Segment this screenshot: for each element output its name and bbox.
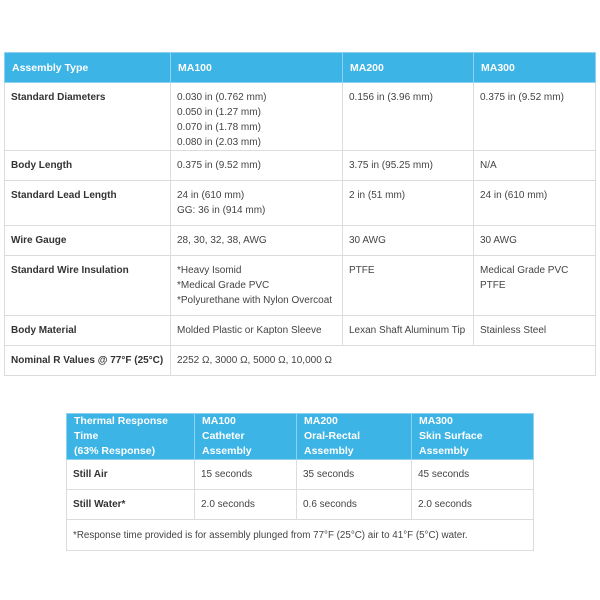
cell-ma200 [343, 226, 474, 256]
header-line: Skin Surface Assembly [419, 430, 483, 457]
cell-line: 0.030 in (0.762 mm) [177, 92, 267, 103]
cell-line: GG: 36 in (914 mm) [177, 205, 266, 216]
table-row [5, 256, 596, 316]
cell-ma200: 35 seconds [297, 460, 412, 490]
header-assembly-type: Assembly Type [5, 53, 171, 83]
cell-line: 0.050 in (1.27 mm) [177, 107, 261, 118]
cell-line: 0.080 in (2.03 mm) [177, 137, 261, 148]
thermal-response-table [66, 413, 534, 551]
table-row [5, 226, 596, 256]
row-label: Body Material [5, 316, 171, 346]
cell-line: 0.156 in (3.96 mm) [349, 92, 433, 103]
cell-ma300: 45 seconds [412, 460, 534, 490]
cell-merged: 2252 Ω, 3000 Ω, 5000 Ω, 10,000 Ω [171, 346, 596, 376]
header-ma200: MA200 [343, 53, 474, 83]
cell-ma200: 0.6 seconds [297, 490, 412, 520]
header-line: MA300 [419, 415, 453, 427]
table-row [5, 316, 596, 346]
cell-line: Medical Grade PVC PTFE [480, 265, 569, 291]
row-label: Standard Lead Length [5, 181, 171, 226]
cell-ma300: 2.0 seconds [412, 490, 534, 520]
cell-line: 24 in (610 mm) [177, 190, 245, 201]
row-label: Still Air [67, 460, 195, 490]
cell-line: *Heavy Isomid [177, 265, 242, 276]
header-line: MA200 [304, 415, 338, 427]
cell-ma100 [171, 256, 343, 316]
footnote: *Response time provided is for assembly plunged from 77°F (25°C) air to 41°F (5°C) water. [67, 520, 534, 551]
table-header-row [67, 414, 534, 460]
cell-ma300 [474, 83, 596, 151]
cell-ma100 [171, 151, 343, 181]
cell-line: 30 AWG [349, 235, 386, 246]
cell-line: *Polyurethane with Nylon Overcoat [177, 295, 333, 306]
cell-ma200 [343, 181, 474, 226]
cell-line: 0.070 in (1.78 mm) [177, 122, 261, 133]
table-row [5, 83, 596, 151]
header-line: (63% Response) [74, 445, 156, 457]
header-line: Oral-Rectal Assembly [304, 430, 361, 457]
header-ma100: MA100 [171, 53, 343, 83]
cell-line: N/A [480, 160, 497, 171]
footnote-row [67, 520, 534, 551]
row-label: Standard Wire Insulation [5, 256, 171, 316]
table-row [67, 490, 534, 520]
cell-line: PTFE [349, 265, 375, 276]
cell-ma200 [343, 83, 474, 151]
cell-ma300 [474, 151, 596, 181]
table-row [5, 181, 596, 226]
cell-ma300 [474, 316, 596, 346]
header-thermal-response [67, 414, 195, 460]
row-label: Standard Diameters [5, 83, 171, 151]
header-line: MA100 [202, 415, 236, 427]
table-row [67, 460, 534, 490]
cell-line: 24 in (610 mm) [480, 190, 548, 201]
header-ma200 [297, 414, 412, 460]
cell-ma200 [343, 316, 474, 346]
cell-line: Stainless Steel [480, 325, 547, 336]
cell-ma300 [474, 256, 596, 316]
cell-ma100: 15 seconds [195, 460, 297, 490]
cell-ma100 [171, 316, 343, 346]
table-row [5, 151, 596, 181]
cell-line: 2 in (51 mm) [349, 190, 406, 201]
row-label: Wire Gauge [5, 226, 171, 256]
header-line: Thermal Response Time [74, 415, 168, 442]
specifications-table [4, 52, 596, 376]
table-header-row [5, 53, 596, 83]
cell-ma300 [474, 226, 596, 256]
cell-line: Lexan Shaft Aluminum Tip [349, 325, 466, 336]
cell-ma300 [474, 181, 596, 226]
header-ma300 [412, 414, 534, 460]
header-ma100 [195, 414, 297, 460]
cell-line: *Medical Grade PVC [177, 280, 270, 291]
cell-line: Molded Plastic or Kapton Sleeve [177, 325, 322, 336]
header-ma300: MA300 [474, 53, 596, 83]
cell-line: 0.375 in (9.52 mm) [177, 160, 261, 171]
cell-line: 28, 30, 32, 38, AWG [177, 235, 267, 246]
table-row [5, 346, 596, 376]
row-label: Still Water* [67, 490, 195, 520]
cell-ma100 [171, 181, 343, 226]
cell-ma200 [343, 256, 474, 316]
cell-ma100: 2.0 seconds [195, 490, 297, 520]
row-label: Body Length [5, 151, 171, 181]
cell-line: 30 AWG [480, 235, 517, 246]
header-line: Catheter Assembly [202, 430, 252, 457]
cell-line: 0.375 in (9.52 mm) [480, 92, 564, 103]
cell-ma100 [171, 226, 343, 256]
cell-ma100 [171, 83, 343, 151]
cell-ma200 [343, 151, 474, 181]
cell-line: 3.75 in (95.25 mm) [349, 160, 433, 171]
row-label: Nominal R Values @ 77°F (25°C) [5, 346, 171, 376]
